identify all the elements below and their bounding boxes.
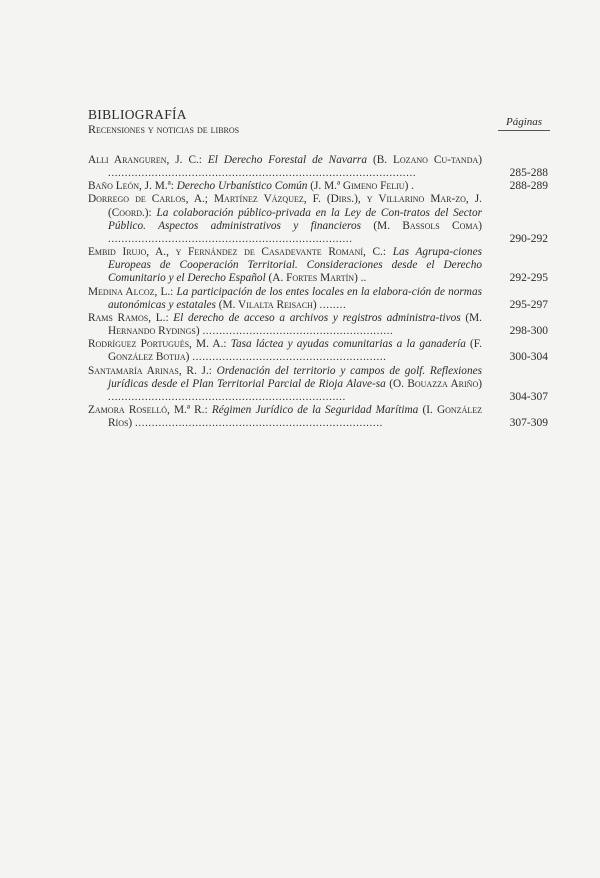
review-list xyxy=(88,154,552,430)
entry-work: Régimen Jurídico de la Seguridad Marítima xyxy=(211,403,419,416)
entry-author: Zamora Roselló, M.ª R.: xyxy=(88,403,208,416)
entry-reviewer: (I. González Ríos) xyxy=(108,403,483,430)
entry-work: Tasa láctea y ayudas comunitarias a la ganadería xyxy=(230,338,466,351)
entry-author: Embid Irujo, A., y Fernández de Casadevante Romaní, C.: xyxy=(88,246,387,259)
leader-dots: .......................................................... xyxy=(192,351,387,364)
entry-pages: 304-307 xyxy=(509,390,548,403)
entry-reviewer: (M. Hernando Rydings) xyxy=(108,311,482,338)
entry-pages: 307-309 xyxy=(509,417,548,430)
entry-work: Ordenación del territorio y campos de golf. Reflexiones jurídicas desde el Plan Territorial Parcial de Rioja Alave-sa xyxy=(108,364,483,390)
entry-work: La colaboración público-privada en la Ley de Con-tratos del Sector Público. Aspectos administrativos y financieros xyxy=(108,206,482,232)
review-entry xyxy=(88,180,552,193)
entry-work: Las Agrupa-ciones Europeas de Cooperación Territorial. Consideraciones desde el Derecho Comunitario y el Derecho Español xyxy=(108,246,482,285)
entry-reviewer: (M. Bassols Coma) xyxy=(373,219,483,232)
review-entry xyxy=(88,312,552,338)
entry-author: Baño León, J. M.ª: xyxy=(88,180,174,193)
entry-author: Medina Alcoz, L.: xyxy=(88,285,174,298)
leader-dots: ............................................................................................ xyxy=(108,167,417,180)
entry-reviewer: (J. M.ª Gimeno Feliu) . xyxy=(310,180,414,193)
review-entry xyxy=(88,154,552,180)
leader-dots: ........ xyxy=(319,298,347,311)
entry-author: Rams Ramos, L.: xyxy=(88,311,169,324)
section-subtitle: Recensiones y noticias de libros xyxy=(88,122,240,136)
entry-pages: 300-304 xyxy=(509,351,548,364)
review-entry xyxy=(88,286,552,312)
leader-dots: ......................................................... xyxy=(202,325,394,338)
entry-pages: 295-297 xyxy=(509,298,548,311)
entry-pages: 288-289 xyxy=(509,180,548,193)
leader-dots: .......................................................................... xyxy=(135,417,383,430)
entry-reviewer: (F. González Botija) xyxy=(108,338,482,364)
entry-reviewer: (B. Lozano Cu-tanda) xyxy=(372,154,483,166)
section-title: BIBLIOGRAFÍA xyxy=(88,107,187,122)
review-entry xyxy=(88,246,552,285)
entry-work: Derecho Urbanístico Común xyxy=(176,180,308,193)
entry-reviewer: (O. Bouazza Ariño) xyxy=(389,377,482,390)
review-entry xyxy=(88,365,552,404)
section-header xyxy=(88,108,552,140)
entry-work: El derecho de acceso a archivos y registros administra-tivos xyxy=(173,311,461,324)
review-entry xyxy=(88,193,552,246)
review-entry xyxy=(88,404,552,430)
entry-work: La participación de los entes locales en la elabora-ción de normas autonómicas y estatales xyxy=(108,285,483,311)
entry-pages: 298-300 xyxy=(509,325,548,338)
leader-dots: ....................................................................... xyxy=(108,390,346,403)
entry-author: Rodríguez Portugués, M. A.: xyxy=(88,338,227,351)
entry-pages: 285-288 xyxy=(509,167,548,180)
entry-reviewer: (A. Fortes Martín) .. xyxy=(268,272,367,285)
entry-pages: 292-295 xyxy=(509,272,548,285)
entry-author: Alli Aranguren, J. C.: xyxy=(88,154,202,166)
bibliography-page xyxy=(88,108,552,430)
entry-reviewer: (M. Vilalta Reisach) xyxy=(218,298,317,311)
entry-work: El Derecho Forestal de Navarra xyxy=(207,154,367,166)
pages-column-label: Páginas xyxy=(498,116,550,131)
entry-author: Santamaría Arinas, R. J.: xyxy=(88,364,212,377)
leader-dots: ......................................................................... xyxy=(108,232,353,245)
review-entry xyxy=(88,338,552,364)
entry-pages: 290-292 xyxy=(509,232,548,245)
entry-author: Dorrego de Carlos, A.; Martínez Vázquez, F. (Dirs.), y Villarino Mar-zo, J. (Coord.): xyxy=(88,193,482,219)
